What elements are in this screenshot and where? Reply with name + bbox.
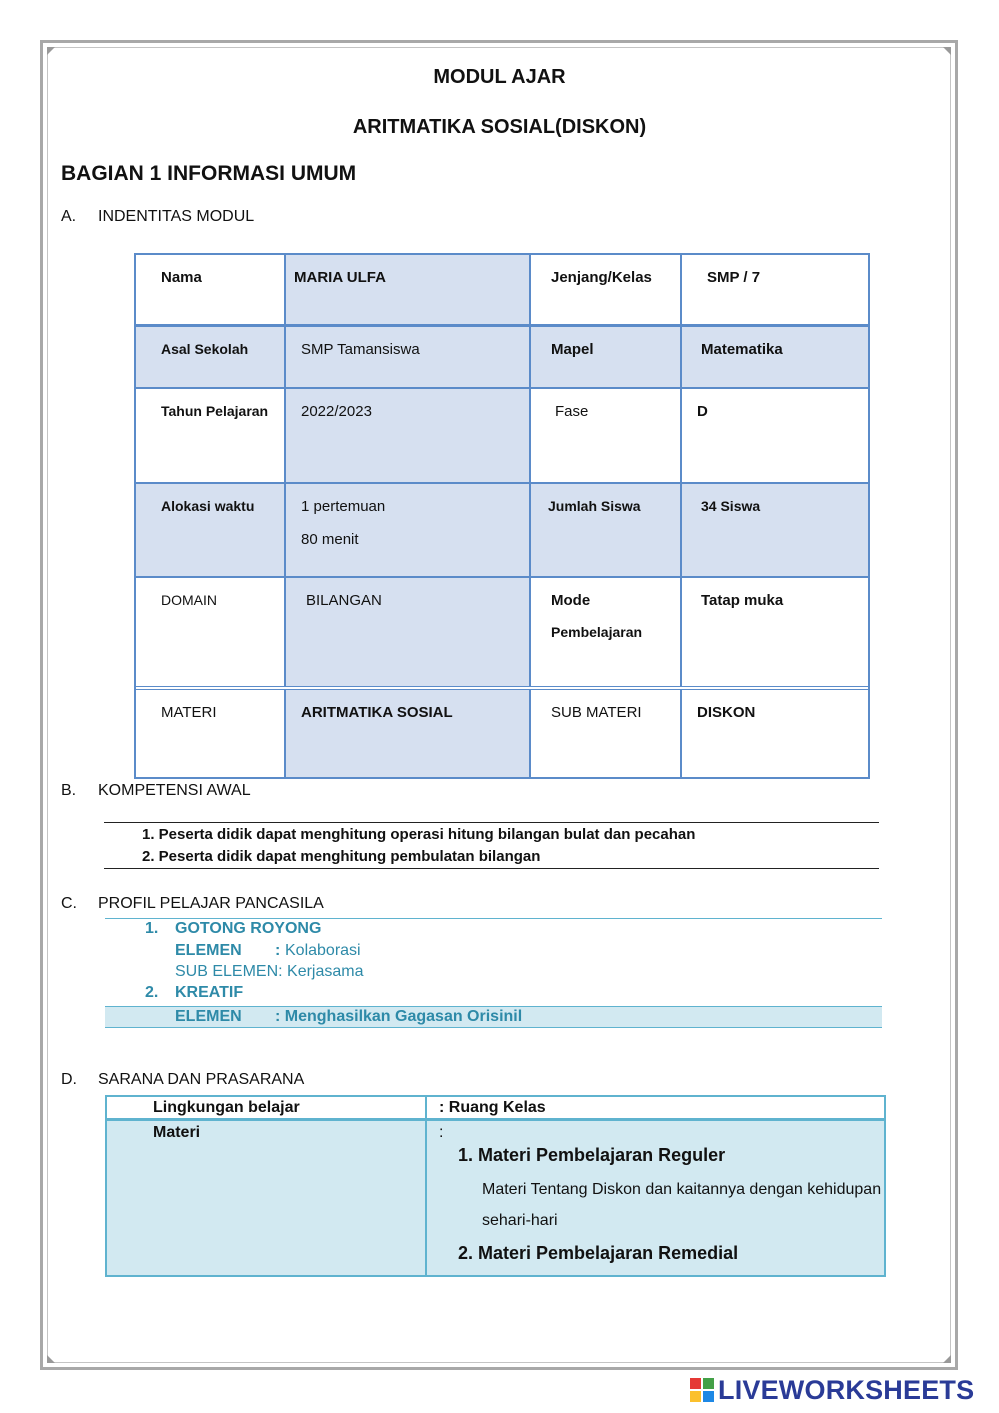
- section-d-letter: D.: [61, 1071, 77, 1088]
- value-jumlah-siswa: 34 Siswa: [701, 498, 761, 514]
- materi-colon: :: [439, 1124, 444, 1141]
- section-c-letter: C.: [61, 895, 77, 912]
- value-asal-sekolah: SMP Tamansiswa: [301, 341, 420, 358]
- table-row: [136, 690, 868, 777]
- table-row: [107, 1097, 884, 1121]
- table-row: [136, 327, 868, 389]
- divider: [104, 822, 879, 823]
- label-nama: Nama: [161, 269, 202, 286]
- materi-reguler: 1. Materi Pembelajaran Reguler: [458, 1145, 726, 1165]
- label-tahun-pelajaran: Tahun Pelajaran: [161, 403, 269, 419]
- label-jenjang: Jenjang/Kelas: [551, 269, 652, 286]
- label-asal-sekolah: Asal Sekolah: [161, 341, 249, 357]
- profil-item-name: KREATIF: [175, 984, 244, 1001]
- value-lingkungan-belajar: : Ruang Kelas: [439, 1099, 546, 1116]
- divider: [104, 868, 879, 869]
- section-heading: BAGIAN 1 INFORMASI UMUM: [61, 162, 357, 185]
- liveworksheets-logo: [690, 1375, 974, 1405]
- list-item: 2. Peserta didik dapat menghitung pembulatan bilangan: [142, 848, 541, 865]
- table-row: [136, 389, 868, 484]
- label-sub-materi: SUB MATERI: [551, 704, 642, 721]
- section-c-title: PROFIL PELAJAR PANCASILA: [98, 895, 324, 912]
- label-mapel: Mapel: [551, 341, 594, 358]
- label-materi-sarana: Materi: [153, 1124, 201, 1141]
- corner-ornament: [943, 47, 951, 55]
- elemen-label: ELEMEN: [175, 942, 242, 959]
- elemen-colon: :: [275, 942, 281, 959]
- section-a-letter: A.: [61, 208, 77, 225]
- elemen-value: Kolaborasi: [285, 942, 361, 959]
- list-item: 1. Peserta didik dapat menghitung operasi hitung bilangan bulat dan pecahan: [142, 826, 696, 843]
- value-mode: Tatap muka: [701, 592, 784, 609]
- table-row: [136, 484, 868, 578]
- value-fase: D: [697, 403, 708, 420]
- section-b-letter: B.: [61, 782, 77, 799]
- sub-elemen: SUB ELEMEN: Kerjasama: [175, 963, 364, 980]
- label-pembelajaran: Pembelajaran: [551, 624, 643, 640]
- liveworksheets-logo-icon: [690, 1378, 714, 1402]
- profil-item-name: GOTONG ROYONG: [175, 920, 322, 937]
- value-alokasi-pertemuan: 1 pertemuan: [301, 498, 386, 515]
- label-alokasi-waktu: Alokasi waktu: [161, 498, 255, 514]
- label-materi: MATERI: [161, 704, 217, 721]
- label-jumlah-siswa: Jumlah Siswa: [548, 498, 641, 514]
- corner-ornament: [47, 1355, 55, 1363]
- table-row: [136, 255, 868, 327]
- value-tahun-pelajaran: 2022/2023: [301, 403, 372, 420]
- document-subtitle: ARITMATIKA SOSIAL(DISKON): [352, 116, 647, 138]
- elemen-value: : Menghasilkan Gagasan Orisinil: [275, 1008, 523, 1025]
- section-d-title: SARANA DAN PRASARANA: [98, 1071, 305, 1088]
- table-row: [136, 578, 868, 690]
- value-jenjang: SMP / 7: [707, 269, 761, 286]
- value-domain: BILANGAN: [306, 592, 382, 609]
- value-sub-materi: DISKON: [697, 704, 756, 721]
- value-nama: MARIA ULFA: [294, 269, 386, 286]
- materi-remedial: 2. Materi Pembelajaran Remedial: [458, 1243, 739, 1263]
- materi-reguler-desc: sehari-hari: [482, 1212, 558, 1229]
- sarana-table: [105, 1095, 886, 1277]
- liveworksheets-logo-text: LIVEWORKSHEETS: [718, 1374, 975, 1405]
- table-row: [107, 1121, 884, 1275]
- section-a-title: INDENTITAS MODUL: [98, 208, 255, 225]
- profil-item-number: 1.: [145, 920, 159, 937]
- section-b-title: KOMPETENSI AWAL: [98, 782, 251, 799]
- value-materi: ARITMATIKA SOSIAL: [301, 704, 453, 721]
- profil-item-number: 2.: [145, 984, 159, 1001]
- column-divider: [425, 1097, 427, 1275]
- identity-table: [134, 253, 870, 779]
- corner-ornament: [47, 47, 55, 55]
- elemen-label: ELEMEN: [175, 1008, 242, 1025]
- materi-reguler-desc: Materi Tentang Diskon dan kaitannya dengan kehidupan: [482, 1181, 882, 1198]
- document-title: MODUL AJAR: [433, 66, 566, 88]
- value-alokasi-menit: 80 menit: [301, 531, 359, 548]
- divider: [105, 918, 882, 919]
- label-domain: DOMAIN: [161, 592, 217, 608]
- label-mode: Mode: [551, 592, 591, 609]
- corner-ornament: [943, 1355, 951, 1363]
- label-fase: Fase: [555, 403, 589, 420]
- value-mapel: Matematika: [701, 341, 783, 358]
- label-lingkungan-belajar: Lingkungan belajar: [153, 1099, 300, 1116]
